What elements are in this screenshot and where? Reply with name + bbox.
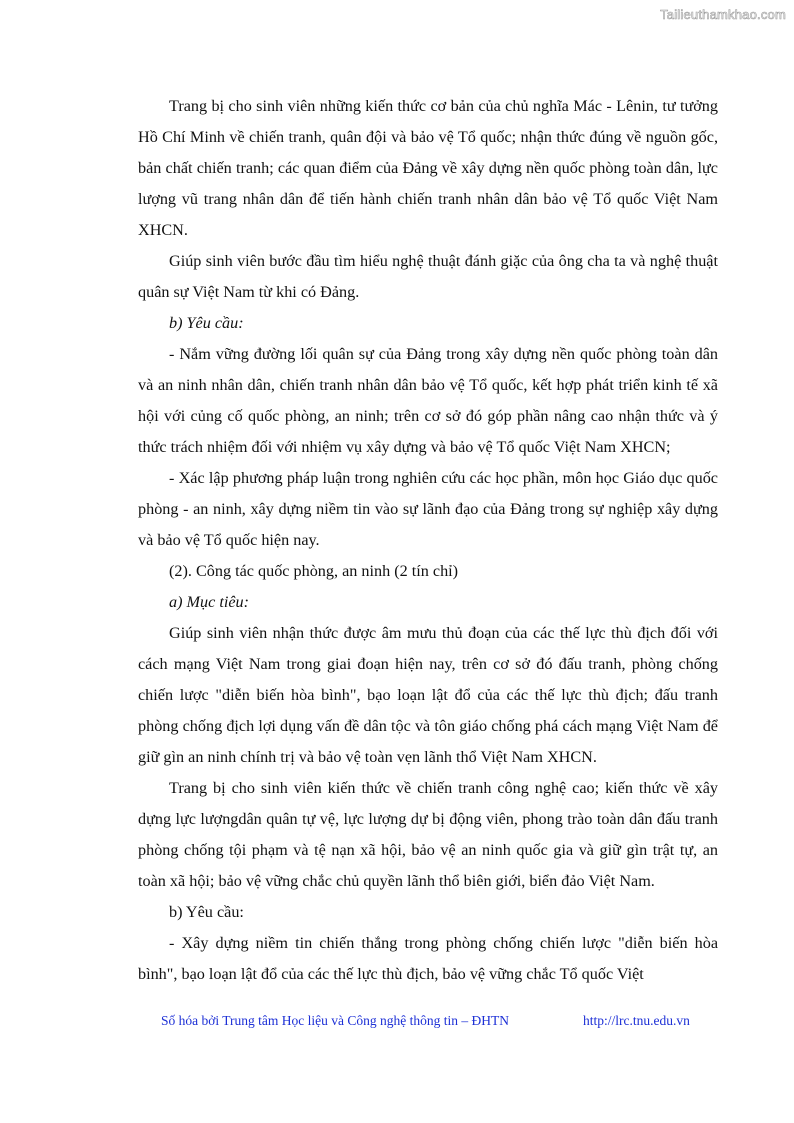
paragraph-military-line: - Nắm vững đường lối quân sự của Đảng trong xây dựng nền quốc phòng toàn dân và an ninh nhân dân, chiến tranh nhân dân bảo vệ Tổ quốc, kết hợp phát triển kinh tế xã hội với củng cố quốc phòng, an ninh; trên cơ sở đó góp phần nâng cao nhận thức và ý thức trách nhiệm đối với nhiệm vụ xây dựng và bảo vệ Tổ quốc Việt Nam XHCN;	[138, 345, 718, 456]
paragraph-build-confidence: - Xây dựng niềm tin chiến thắng trong phòng chống chiến lược "diễn biến hòa bình", bạo loạn lật đổ của các thế lực thù địch, bảo vệ vững chắc Tổ quốc Việt	[138, 934, 718, 983]
subheading-requirements-2: b) Yêu cầu:	[169, 903, 244, 921]
paragraph-training-knowledge: Trang bị cho sinh viên những kiến thức cơ bản của chủ nghĩa Mác - Lênin, tư tưởng Hồ Chí Minh về chiến tranh, quân đội và bảo vệ Tổ quốc; nhận thức đúng về nguồn gốc, bản chất chiến tranh; các quan điểm của Đảng về xây dựng nền quốc phòng toàn dân, lực lượng vũ trang nhân dân để tiến hành chiến tranh nhân dân bảo vệ Tổ quốc Việt Nam XHCN.	[138, 97, 718, 239]
watermark: Tailieuthamkhao.com	[660, 7, 786, 22]
paragraph-hostile-forces: Giúp sinh viên nhận thức được âm mưu thủ đoạn của các thế lực thù địch đối với cách mạng Việt Nam trong giai đoạn hiện nay, trên cơ sở đó đấu tranh, phòng chống chiến lược "diễn biến hòa bình", bạo loạn lật đổ của các thế lực thù địch; đấu tranh phòng chống địch lợi dụng vấn đề dân tộc và tôn giáo chống phá cách mạng Việt Nam để giữ gìn an ninh chính trị và bảo vệ toàn vẹn lãnh thổ Việt Nam XHCN.	[138, 624, 718, 766]
document-body	[138, 91, 718, 990]
footer-credit: Số hóa bởi Trung tâm Học liệu và Công nghệ thông tin – ĐHTN	[161, 1013, 510, 1028]
subheading-objectives: a) Mục tiêu:	[169, 593, 250, 611]
footer-url-link[interactable]: http://lrc.tnu.edu.vn	[583, 1013, 690, 1028]
paragraph-methodology: - Xác lập phương pháp luận trong nghiên cứu các học phần, môn học Giáo dục quốc phòng - an ninh, xây dựng niềm tin vào sự lãnh đạo của Đảng trong sự nghiệp xây dựng và bảo vệ Tổ quốc hiện nay.	[138, 469, 718, 549]
subheading-requirements-1: b) Yêu cầu:	[169, 314, 244, 332]
paragraph-high-tech-warfare: Trang bị cho sinh viên kiến thức về chiến tranh công nghệ cao; kiến thức về xây dựng lực lượngdân quân tự vệ, lực lượng dự bị động viên, phong trào toàn dân đấu tranh phòng chống tội phạm và tệ nạn xã hội, bảo vệ an ninh quốc gia và giữ gìn trật tự, an toàn xã hội; bảo vệ vững chắc chủ quyền lãnh thổ biên giới, biển đảo Việt Nam.	[138, 779, 718, 890]
paragraph-military-art: Giúp sinh viên bước đầu tìm hiểu nghệ thuật đánh giặc của ông cha ta và nghệ thuật quân sự Việt Nam từ khi có Đảng.	[138, 252, 718, 301]
section-heading-defense-security: (2). Công tác quốc phòng, an ninh (2 tín chỉ)	[169, 562, 459, 580]
